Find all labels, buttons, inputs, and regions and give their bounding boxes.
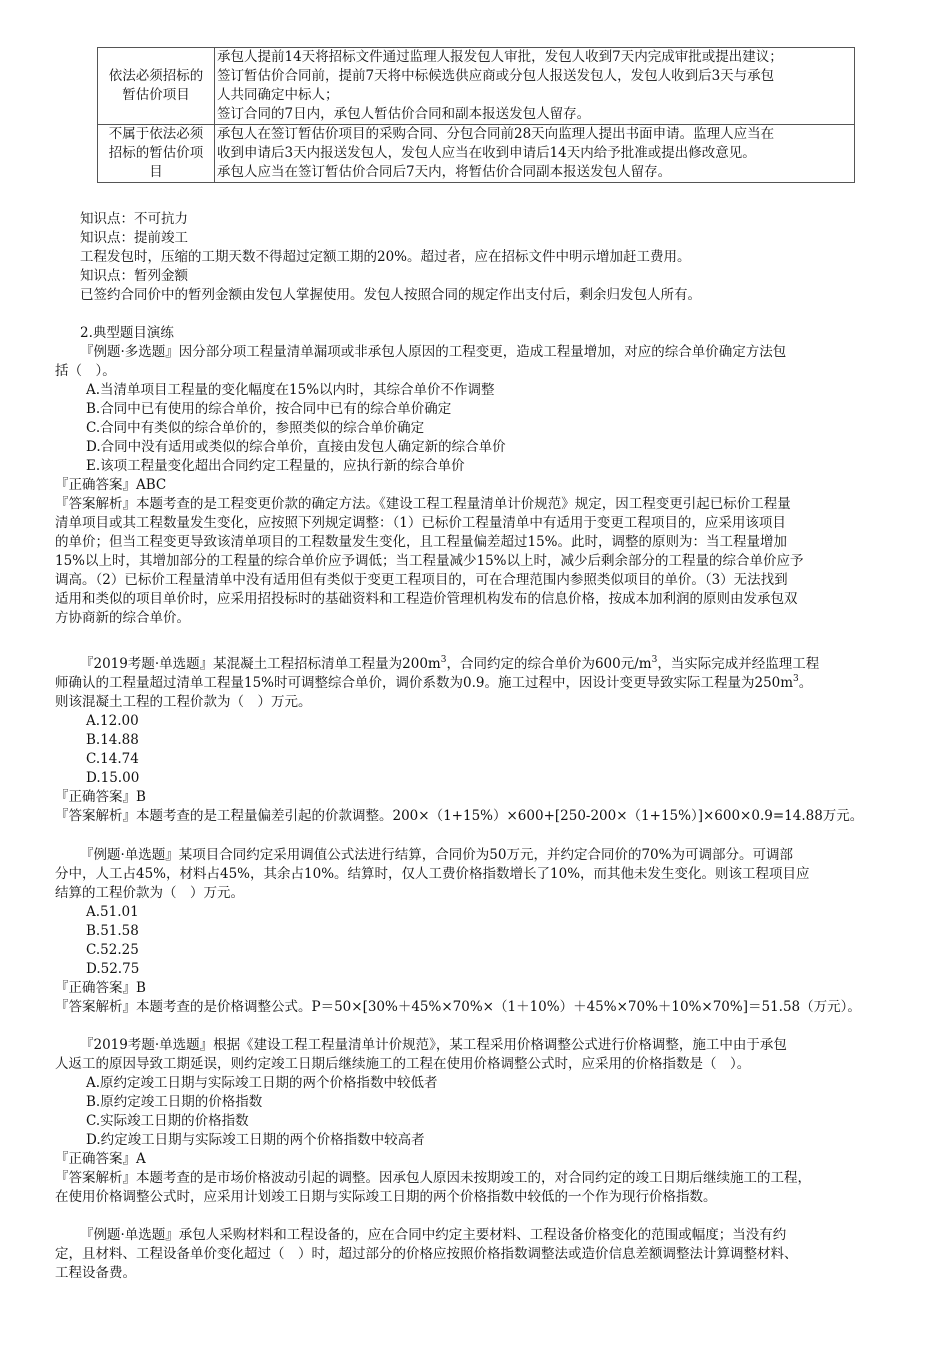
question-stem: 『2019考题·单选题』根据《建设工程工程量清单计价规范》，某工程采用价格调整公式进行价格调整，施工中由于承包 — [80, 1037, 787, 1053]
question-option: B.14.88 — [86, 732, 139, 748]
question-stem: 括（ ）。 — [55, 363, 116, 379]
correct-answer: 『正确答案』B — [55, 980, 146, 996]
answer-analysis: 的单价；但当工程变更导致该清单项目的工程数量发生变化，且工程量偏差超过15%。此时，调整的原则为：当工程量增加 — [55, 534, 788, 550]
question-stem: 『例题·单选题』承包人采购材料和工程设备的，应在合同中约定主要材料、工程设备价格变化的范围或幅度；当没有约 — [80, 1227, 787, 1243]
correct-answer: 『正确答案』A — [55, 1151, 146, 1167]
question-stem: 定，且材料、工程设备单价变化超过（ ）时，超过部分的价格应按照价格指数调整法或造价信息差额调整法计算调整材料、 — [55, 1246, 798, 1262]
question-option: D.52.75 — [86, 961, 140, 977]
question-option: C.14.74 — [86, 751, 139, 767]
question-stem: 『例题·单选题』某项目合同约定采用调值公式法进行结算，合同价为50万元，并约定合同价的70%为可调部分。可调部 — [80, 847, 793, 863]
row-label-cell — [98, 48, 215, 125]
row-label-line: 招标的暂估价项 — [108, 145, 204, 161]
knowledge-point-heading: 知识点：暂列金额 — [80, 268, 188, 284]
answer-analysis: 清单项目或其工程数量发生变化，应按照下列规定调整：（1）已标价工程量清单中有适用于变更工程项目的，应采用该项目 — [55, 515, 786, 531]
question-option: C.52.25 — [86, 942, 139, 958]
row-content-line: 承包人在签订暂估价项目的采购合同、分包合同前28天向监理人提出书面申请。监理人应当在 — [217, 126, 775, 142]
row-label-line: 目 — [149, 164, 163, 180]
row-content-line: 人共同确定中标人； — [217, 87, 339, 103]
superscript: 3 — [440, 655, 447, 665]
answer-analysis: 在使用价格调整公式时，应采用计划竣工日期与实际竣工日期的两个价格指数中较低的一个作为现行价格指数。 — [55, 1189, 717, 1205]
table-row — [98, 48, 855, 125]
question-option: B.合同中已有使用的综合单价，按合同中已有的综合单价确定 — [86, 401, 452, 417]
superscript: 3 — [793, 674, 799, 684]
question-option: D.15.00 — [86, 770, 140, 786]
provisional-sum-table — [97, 47, 855, 183]
question-option: D.合同中没有适用或类似的综合单价，直接由发包人确定新的综合单价 — [86, 439, 506, 455]
row-content-cell — [215, 48, 855, 125]
row-label-line: 暂估价项目 — [122, 87, 190, 103]
question-option: A.原约定竣工日期与实际竣工日期的两个价格指数中较低者 — [86, 1075, 438, 1091]
question-stem: 分中，人工占45%，材料占45%，其余占10%。结算时，仅人工费价格指数增长了10%，而其他未发生变化。则该工程项目应 — [55, 866, 810, 882]
knowledge-point-text: 工程发包时，压缩的工期天数不得超过定额工期的20%。超过者，应在招标文件中明示增加赶工费用。 — [80, 249, 691, 265]
question-option: A.当清单项目工程量的变化幅度在15%以内时，其综合单价不作调整 — [86, 382, 495, 398]
question-option: A.51.01 — [86, 904, 139, 920]
row-content-line: 签订合同的7日内，承包人暂估价合同和副本报送发包人留存。 — [217, 106, 591, 122]
question-stem: 『例题·多选题』因分部分项工程量清单漏项或非承包人原因的工程变更，造成工程量增加，对应的综合单价确定方法包 — [80, 344, 787, 360]
answer-analysis: 15%以上时，其增加部分的工程量的综合单价应予调低；当工程量减少15%以上时，减少后剩余部分的工程量的综合单价应予 — [55, 553, 804, 569]
question-stem: 结算的工程价款为（ ）万元。 — [55, 885, 244, 901]
answer-analysis: 『答案解析』本题考查的是价格调整公式。P＝50×[30%＋45%×70%×（1＋10%）＋45%×70%＋10%×70%]＝51.58（万元）。 — [55, 999, 861, 1015]
question-stem — [80, 655, 819, 674]
stem-part: 。 — [798, 675, 813, 691]
knowledge-point-heading: 知识点：提前竣工 — [80, 230, 188, 246]
answer-analysis: 『答案解析』本题考查的是市场价格波动引起的调整。因承包人原因未按期竣工的，对合同约定的竣工日期后继续施工的工程， — [55, 1170, 811, 1186]
answer-analysis: 『答案解析』本题考查的是工程变更价款的确定方法。《建设工程工程量清单计价规范》规定，因工程变更引起已标价工程量 — [55, 496, 791, 512]
question-stem — [55, 674, 812, 693]
question-option: D.约定竣工日期与实际竣工日期的两个价格指数中较高者 — [86, 1132, 425, 1148]
answer-analysis: 适用和类似的项目单价时，应采用招投标时的基础资料和工程造价管理机构发布的信息价格，按成本加利润的原则由发承包双 — [55, 591, 798, 607]
question-option: C.合同中有类似的综合单价的，参照类似的综合单价确定 — [86, 420, 425, 436]
knowledge-point-text: 已签约合同价中的暂列金额由发包人掌握使用。发包人按照合同的规定作出支付后，剩余归发包人所有。 — [80, 287, 701, 303]
row-content-line: 承包人提前14天将招标文件通过监理人报发包人审批，发包人收到7天内完成审批或提出建议； — [217, 49, 783, 65]
stem-part: ，当实际完成并经监理工程 — [657, 656, 820, 672]
stem-part: 『2019考题·单选题』某混凝土工程招标清单工程量为200m — [80, 656, 441, 672]
question-option: B.原约定竣工日期的价格指数 — [86, 1094, 263, 1110]
question-option: C.实际竣工日期的价格指数 — [86, 1113, 249, 1129]
row-content-line: 承包人应当在签订暂估价合同后7天内，将暂估价合同副本报送发包人留存。 — [217, 164, 672, 180]
knowledge-point-heading: 知识点：不可抗力 — [80, 211, 188, 227]
row-content-cell — [215, 125, 855, 183]
correct-answer: 『正确答案』ABC — [55, 477, 167, 493]
superscript: 3 — [651, 655, 658, 665]
question-option: E.该项工程量变化超出合同约定工程量的，应执行新的综合单价 — [86, 458, 465, 474]
row-label-line: 依法必须招标的 — [108, 68, 204, 84]
section-title: 2.典型题目演练 — [80, 325, 174, 341]
answer-analysis: 方协商新的综合单价。 — [55, 610, 190, 626]
stem-part: ，合同约定的综合单价为600元/m — [446, 656, 652, 672]
row-content-line: 收到申请后3天内报送发包人，发包人应当在收到申请后14天内给予批准或提出修改意见。 — [217, 145, 756, 161]
row-label-cell — [98, 125, 215, 183]
row-label-line: 不属于依法必须 — [108, 126, 204, 142]
table-row — [98, 125, 855, 183]
answer-analysis: 『答案解析』本题考查的是工程量偏差引起的价款调整。200×（1+15%）×600+[250-200×（1+15%）]×600×0.9=14.88万元。 — [55, 808, 864, 824]
question-stem: 人返工的原因导致工期延误，则约定竣工日期后继续施工的工程在使用价格调整公式时，应采用的价格指数是（ ）。 — [55, 1056, 751, 1072]
question-option: B.51.58 — [86, 923, 139, 939]
stem-part: 师确认的工程量超过清单工程量15%时可调整综合单价，调价系数为0.9。施工过程中，因设计变更导致实际工程量为250m — [55, 675, 794, 691]
question-option: A.12.00 — [86, 713, 139, 729]
correct-answer: 『正确答案』B — [55, 789, 146, 805]
question-stem: 则该混凝土工程的工程价款为（ ）万元。 — [55, 694, 312, 710]
question-stem: 工程设备费。 — [55, 1265, 136, 1281]
answer-analysis: 调高。（2）已标价工程量清单中没有适用但有类似于变更工程项目的，可在合理范围内参照类似项目的单价。（3）无法找到 — [55, 572, 788, 588]
row-content-line: 签订暂估价合同前，提前7天将中标候选供应商或分包人报送发包人，发包人收到后3天与承包 — [217, 68, 775, 84]
